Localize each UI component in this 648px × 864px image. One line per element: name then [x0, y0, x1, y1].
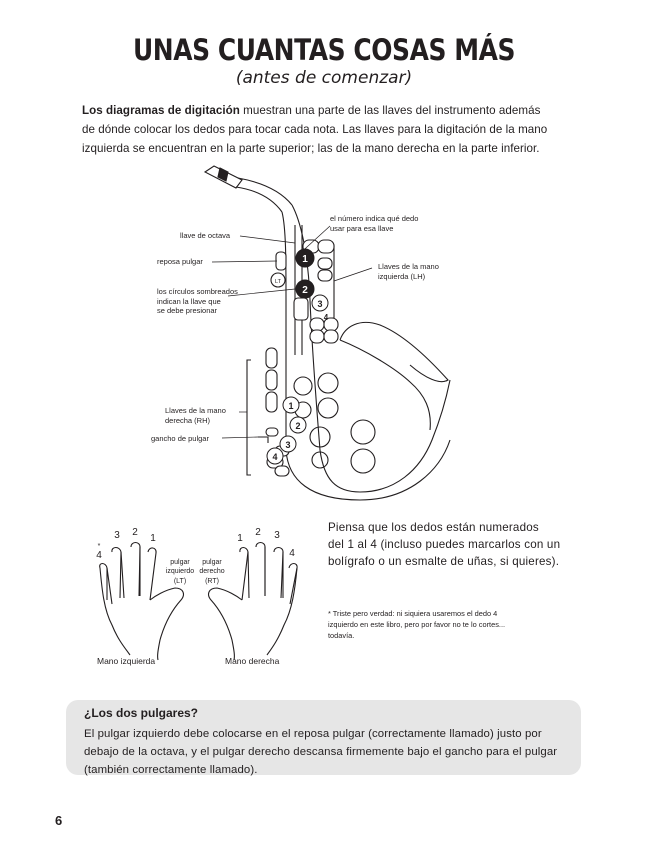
page-subtitle: (antes de comenzar)	[235, 68, 413, 88]
intro-line-1-rest: muestran una parte de las llaves del instrumento además	[239, 104, 541, 117]
label-rh-1: Llaves de la mano	[165, 406, 226, 415]
rh-key-1: 1	[288, 401, 294, 411]
footnote	[328, 608, 578, 641]
left-thumb-label-1: pulgar	[170, 559, 190, 566]
rh-key-3: 3	[285, 440, 291, 450]
right-finger-4: 4	[289, 548, 295, 559]
right-thumb-label-2: derecho	[199, 568, 225, 575]
left-finger-4: 4	[96, 550, 102, 561]
label-rh-2: derecha (RH)	[165, 415, 211, 425]
thumbs-text-line-2: debajo de la octava, y el pulgar derecho descansa firmemente bajo el gancho para el pulgar	[84, 746, 558, 758]
left-finger-asterisk: *	[97, 543, 101, 550]
thumbs-text-line-1: El pulgar izquierdo debe colocarse en el reposa pulgar (correctamente llamado) justo por	[84, 728, 542, 740]
label-gancho: gancho de pulgar	[151, 434, 209, 443]
footnote-line-3: todavía.	[328, 631, 355, 640]
thumbs-text	[84, 725, 570, 779]
page-number: 6	[55, 813, 63, 828]
left-finger-1: 1	[150, 533, 156, 544]
lh-key-4: 4	[323, 313, 329, 322]
side-text-line-2: del 1 al 4 (incluso puedes marcarlos con un	[328, 538, 561, 551]
label-lh-1: Llaves de la mano	[378, 262, 439, 271]
left-thumb-label-3: (LT)	[173, 578, 187, 585]
rh-key-2: 2	[295, 421, 301, 431]
footnote-line-1: * Triste pero verdad: ni siquiera usaremos el dedo 4	[328, 609, 498, 618]
left-finger-3: 3	[114, 530, 120, 541]
lt-key-label: LT	[274, 279, 282, 285]
side-text-line-1: Piensa que los dedos están numerados	[328, 521, 539, 534]
lh-key-2: 2	[302, 285, 308, 296]
side-text-line-3: bolígrafo o un esmalte de uñas, si quieres).	[328, 555, 560, 568]
intro-line-2: de dónde colocar los dedos para tocar cada nota. Las llaves para la digitación de la mano	[82, 123, 548, 136]
finger-numbers-text	[328, 519, 580, 570]
label-numero-2: usar para esa llave	[330, 223, 394, 233]
thumbs-text-line-3: (también correctamente llamado).	[84, 764, 258, 776]
label-numero-1: el número indica qué dedo	[330, 214, 419, 223]
thumbs-heading: ¿Los dos pulgares?	[84, 706, 199, 720]
left-finger-2: 2	[132, 527, 138, 538]
footnote-line-2: izquierdo en este libro, pero por favor no te lo cortes...	[328, 620, 506, 629]
right-thumb-label-3: (RT)	[205, 578, 219, 585]
label-lh-2: izquierda (LH)	[378, 271, 426, 281]
right-finger-3: 3	[274, 530, 280, 541]
intro-line-3: izquierda se encuentran en la parte superior; las de la mano derecha en la parte inferior.	[82, 142, 540, 155]
right-thumb-label-1: pulgar	[202, 559, 222, 566]
right-hand-caption: Mano derecha	[225, 656, 280, 666]
rh-key-4: 4	[272, 452, 278, 462]
label-reposa-pulgar: reposa pulgar	[157, 257, 203, 266]
label-llave-octava: llave de octava	[180, 231, 231, 240]
lh-key-1: 1	[302, 254, 308, 265]
right-finger-1: 1	[237, 533, 243, 544]
lh-key-3: 3	[317, 299, 323, 309]
page-title: UNAS CUANTAS COSAS MÁS	[132, 33, 516, 67]
left-hand-caption: Mano izquierda	[97, 656, 156, 666]
label-circulos-3: se debe presionar	[157, 306, 218, 315]
label-circulos-2: indican la llave que	[157, 296, 221, 306]
right-hand-drawing	[209, 543, 298, 661]
label-circulos-1: los círculos sombreados	[157, 287, 238, 296]
right-finger-2: 2	[255, 527, 261, 538]
left-thumb-label-2: izquierdo	[165, 568, 195, 575]
intro-bold: Los diagramas de digitación	[82, 104, 240, 117]
